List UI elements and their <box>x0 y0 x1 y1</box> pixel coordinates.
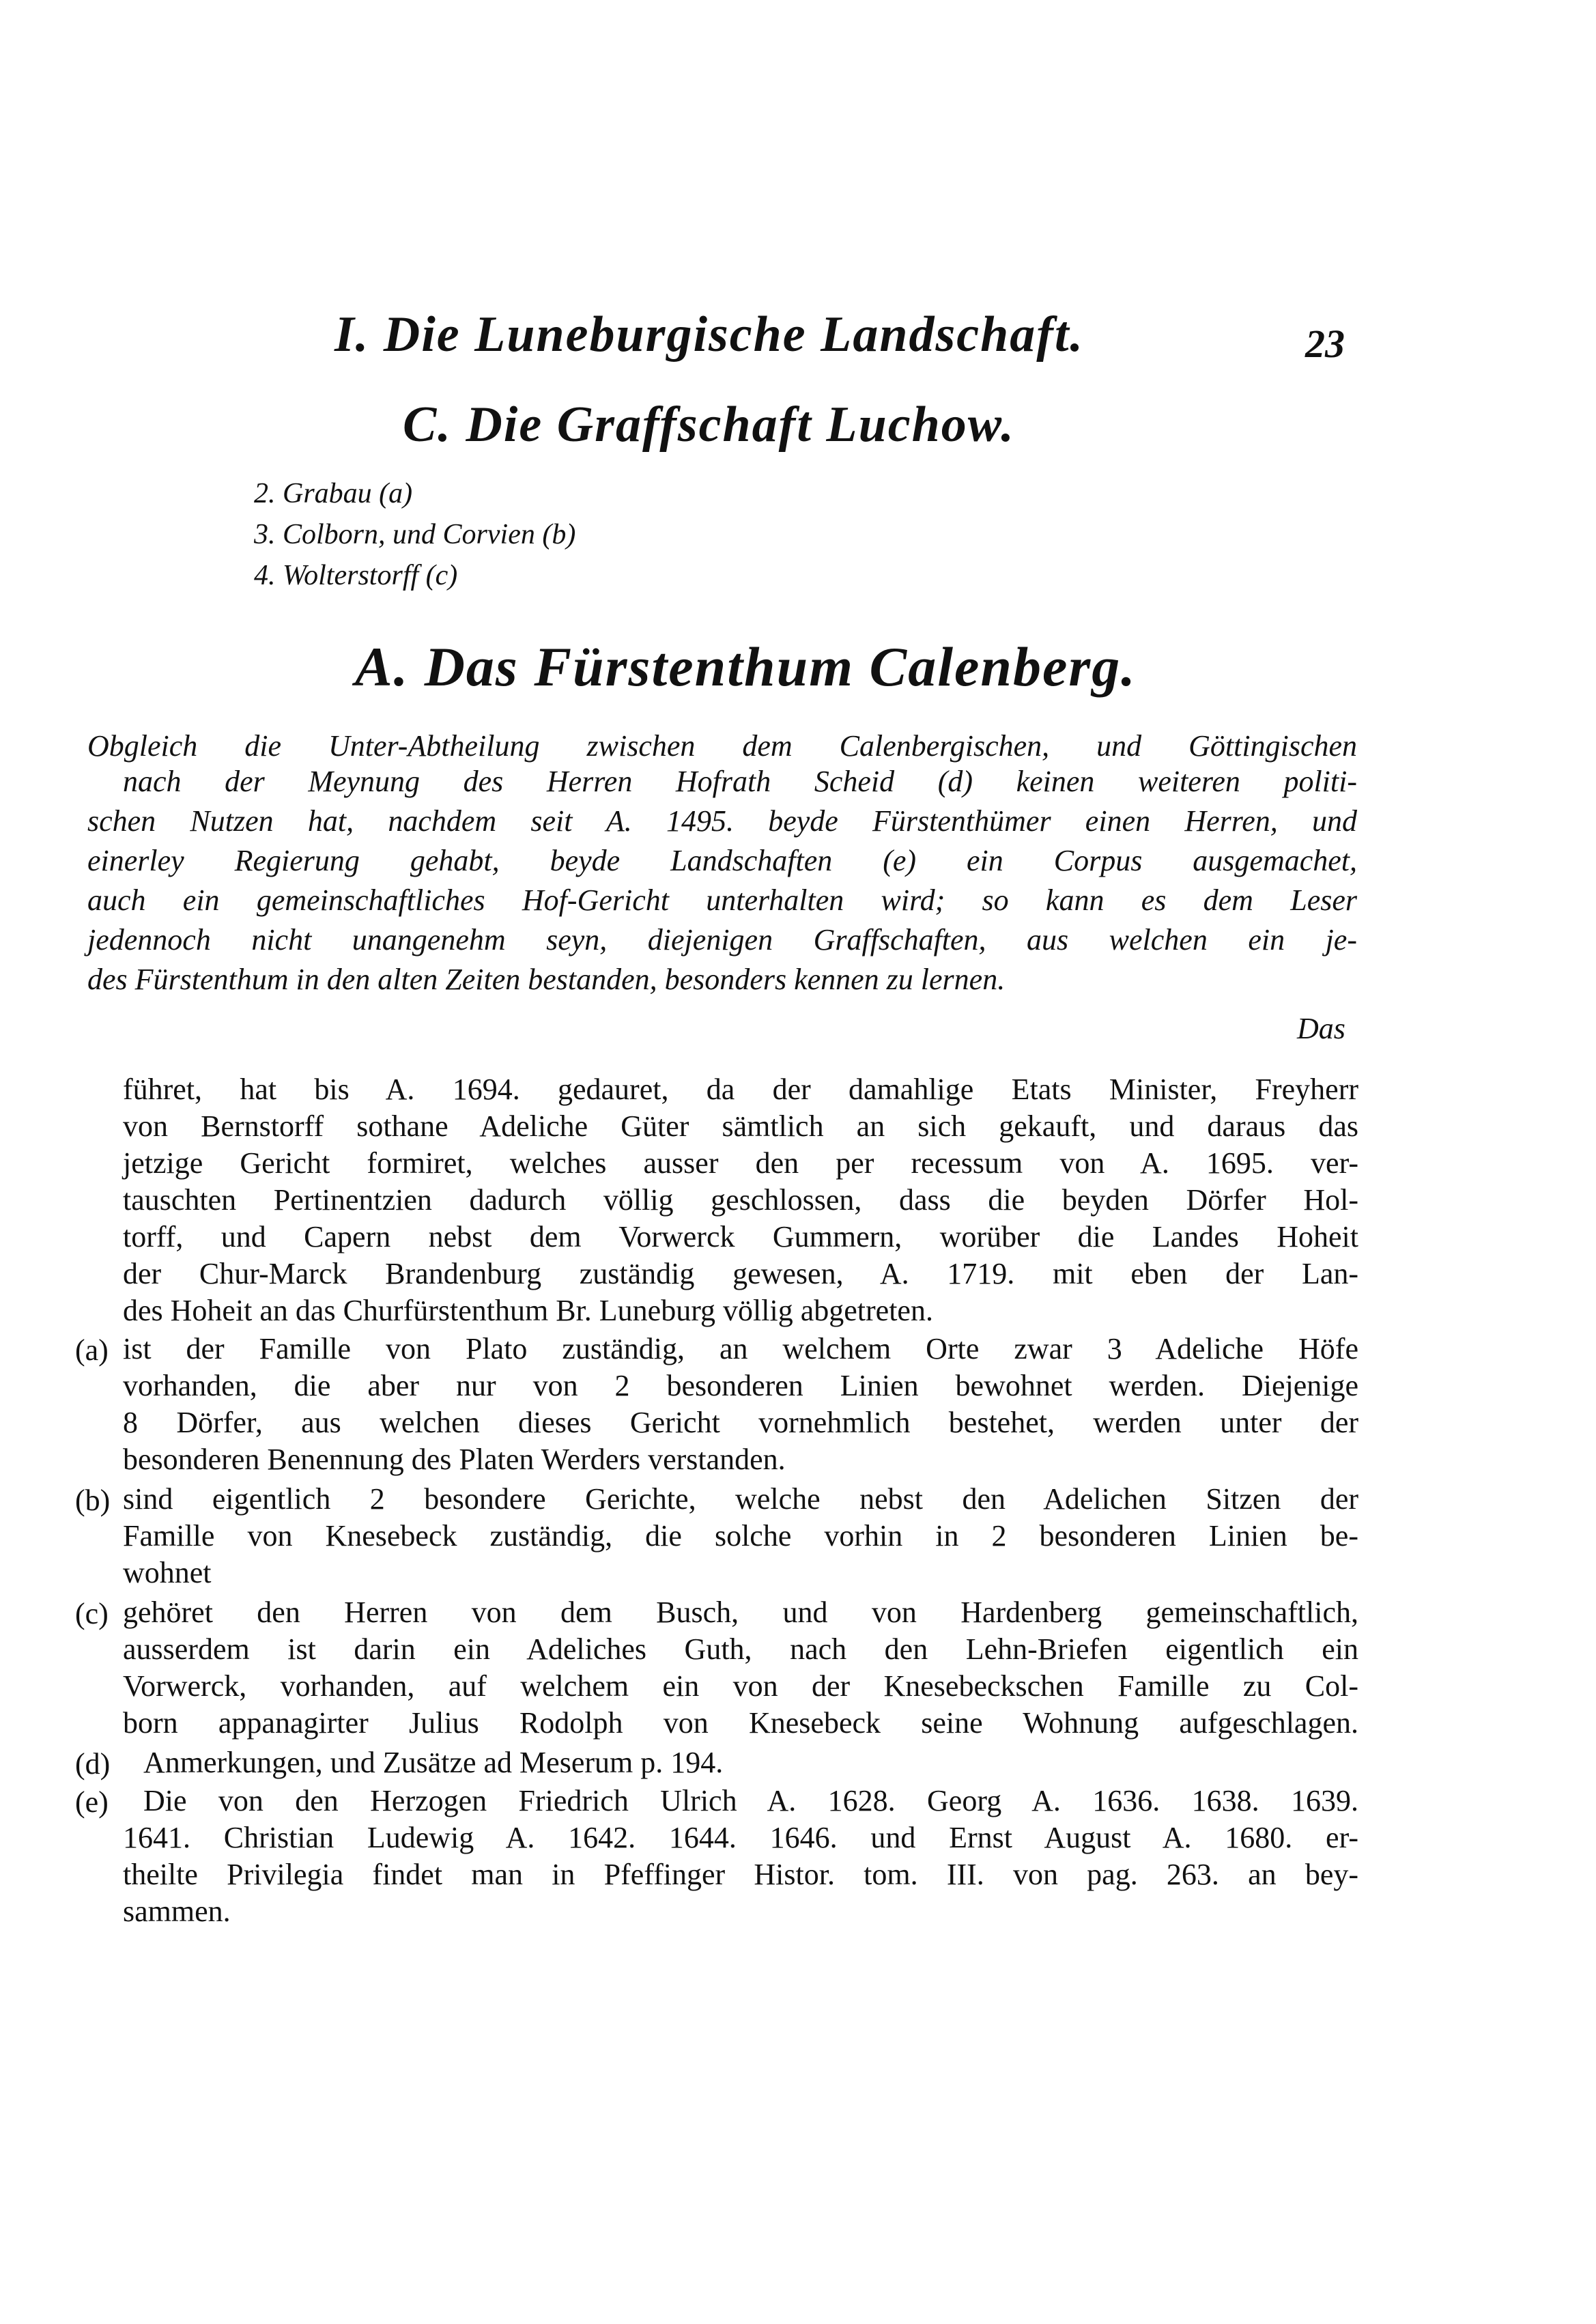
footnote-line: Vorwerck, vorhanden, auf welchem ein von der Knesebeckschen Famille zu Col- <box>123 1669 1358 1703</box>
footnote-mark: (c) <box>75 1597 109 1630</box>
list-item: 4. Wolterstorff (c) <box>254 560 458 591</box>
footnote-mark: (a) <box>75 1333 109 1367</box>
page-number: 23 <box>1305 322 1345 366</box>
footnote-line: vorhanden, die aber nur von 2 besonderen Linien bewohnet werden. Diejenige <box>123 1369 1358 1402</box>
paragraph-line: nach der Meynung des Herren Hofrath Scheid (d) keinen weiteren politi- <box>123 765 1357 798</box>
footnote-line: wohnet <box>123 1556 212 1589</box>
paragraph-line: torff, und Capern nebst dem Vorwerck Gummern, worüber die Landes Hoheit <box>123 1220 1358 1253</box>
paragraph-line: führet, hat bis A. 1694. gedauret, da der damahlige Etats Minister, Freyherr <box>123 1073 1358 1106</box>
footnote-mark: (d) <box>75 1747 111 1781</box>
footnote-line: Die von den Herzogen Friedrich Ulrich A. 1628. Georg A. 1636. 1638. 1639. <box>143 1784 1358 1817</box>
paragraph-line: auch ein gemeinschaftliches Hof-Gericht unterhalten wird; so kann es dem Leser <box>87 883 1357 917</box>
footnote-line: Famille von Knesebeck zuständig, die solche vorhin in 2 besonderen Linien be- <box>123 1519 1358 1553</box>
list-item: 3. Colborn, und Corvien (b) <box>254 519 576 550</box>
footnote-line: born appanagirter Julius Rodolph von Knesebeck seine Wohnung aufgeschlagen. <box>123 1706 1358 1740</box>
footnote-line: besonderen Benennung des Platen Werders verstanden. <box>123 1443 786 1476</box>
section-title: C. Die Graffschaft Luchow. <box>403 397 1015 453</box>
footnote-line: Anmerkungen, und Zusätze ad Meserum p. 194. <box>143 1746 724 1779</box>
footnote-line: ausserdem ist darin ein Adeliches Guth, nach den Lehn-Briefen eigentlich ein <box>123 1632 1358 1666</box>
paragraph-line: tauschten Pertinentzien dadurch völlig geschlossen, dass die beyden Dörfer Hol- <box>123 1183 1358 1217</box>
footnote-line: sammen. <box>123 1895 231 1928</box>
paragraph-line: von Bernstorff sothane Adeliche Güter sämtlich an sich gekauft, und daraus das <box>123 1109 1358 1143</box>
footnote-line: 1641. Christian Ludewig A. 1642. 1644. 1646. und Ernst August A. 1680. er- <box>123 1821 1358 1854</box>
paragraph-line: des Fürstenthum in den alten Zeiten bestanden, besonders kennen zu lernen. <box>87 963 1006 996</box>
footnote-line: ist der Famille von Plato zuständig, an welchem Orte zwar 3 Adeliche Höfe <box>123 1332 1358 1365</box>
paragraph-line: jedennoch nicht unangenehm seyn, diejenigen Graffschaften, aus welchen ein je- <box>87 923 1357 956</box>
chapter-title: A. Das Fürstenthum Calenberg. <box>355 636 1137 698</box>
footnote-line: theilte Privilegia findet man in Pfeffinger Histor. tom. III. von pag. 263. an bey- <box>123 1858 1358 1891</box>
list-item: 2. Grabau (a) <box>254 478 413 509</box>
paragraph-line: des Hoheit an das Churfürstenthum Br. Luneburg völlig abgetreten. <box>123 1294 933 1327</box>
footnote-mark: (e) <box>75 1785 109 1819</box>
paragraph-line: Obgleich die Unter-Abtheilung zwischen dem Calenbergischen, und Göttingischen <box>87 729 1357 763</box>
footnote-mark: (b) <box>75 1484 111 1517</box>
footnote-line: gehöret den Herren von dem Busch, und von Hardenberg gemeinschaftlich, <box>123 1596 1358 1629</box>
catchword: Das <box>1297 1012 1345 1045</box>
paragraph-line: schen Nutzen hat, nachdem seit A. 1495. beyde Fürstenthümer einen Herren, und <box>87 804 1357 838</box>
footnote-line: sind eigentlich 2 besondere Gerichte, welche nebst den Adelichen Sitzen der <box>123 1482 1358 1516</box>
paragraph-line: der Chur-Marck Brandenburg zuständig gewesen, A. 1719. mit eben der Lan- <box>123 1257 1358 1290</box>
running-header-title: I. Die Luneburgische Landschaft. <box>334 307 1085 363</box>
footnote-line: 8 Dörfer, aus welchen dieses Gericht vornehmlich bestehet, werden unter der <box>123 1406 1358 1439</box>
paragraph-line: jetzige Gericht formiret, welches ausser den per recessum von A. 1695. ver- <box>123 1146 1358 1180</box>
paragraph-line: einerley Regierung gehabt, beyde Landschaften (e) ein Corpus ausgemachet, <box>87 844 1357 877</box>
